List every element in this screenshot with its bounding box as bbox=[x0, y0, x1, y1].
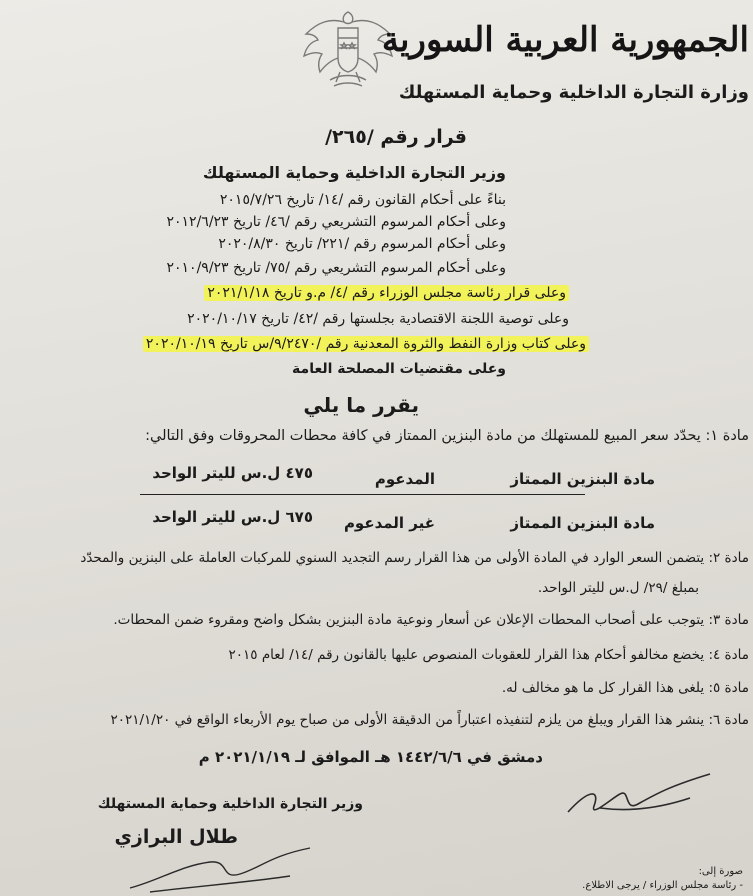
table-divider bbox=[140, 494, 585, 495]
signer-name: طلال البرازي bbox=[114, 826, 238, 848]
article-1: مادة ١: يحدّد سعر المبيع للمستهلك من مادة البنزين الممتاز في كافة محطات المحروقات وفق التالي: bbox=[145, 428, 749, 444]
price-row-type: المدعوم bbox=[374, 470, 435, 488]
highlight-mark: وعلى قرار رئاسة مجلس الوزراء رقم /٤/ م.و تاريخ ٢٠٢١/١/١٨ bbox=[204, 285, 569, 301]
date-line: دمشق في ١٤٤٢/٦/٦ هـ الموافق لـ ٢٠٢١/١/١٩ م bbox=[198, 748, 543, 766]
header-ministry: وزارة التجارة الداخلية وحماية المستهلك bbox=[398, 82, 749, 103]
minister-signature bbox=[120, 836, 320, 896]
copies-heading: صورة إلى: bbox=[698, 866, 743, 877]
article-5: مادة ٥: يلغى هذا القرار كل ما هو مخالف له. bbox=[501, 680, 749, 696]
handwritten-signature bbox=[560, 768, 720, 828]
price-row-product: مادة البنزين الممتاز bbox=[510, 470, 655, 488]
article-6: مادة ٦: ينشر هذا القرار ويبلغ من يلزم لتنفيذه اعتباراً من الدقيقة الأولى من صباح يوم الأربعاء الواقع في ٢٠٢١/١/٢٠ bbox=[110, 712, 749, 728]
article-4: مادة ٤: يخضع مخالفو أحكام هذا القرار للعقوبات المنصوص عليها بالقانون رقم /١٤/ لعام ٢٠١٥ bbox=[228, 647, 749, 663]
preamble-line: وعلى مقتضيات المصلحة العامة bbox=[292, 361, 506, 377]
price-row-type: غير المدعوم bbox=[343, 514, 435, 532]
price-row-price: ٦٧٥ ل.س لليتر الواحد bbox=[152, 508, 313, 526]
preamble-line: وعلى أحكام المرسوم التشريعي رقم /٧٥/ تاريخ ٢٠١٠/٩/٢٣ bbox=[166, 260, 506, 276]
copies-line: - رئاسة مجلس الوزراء / يرجى الاطلاع. bbox=[582, 880, 743, 891]
preamble-line: بناءً على أحكام القانون رقم /١٤/ تاريخ ٢٠١٥/٧/٢٦ bbox=[219, 192, 506, 208]
issuer-title: وزير التجارة الداخلية وحماية المستهلك bbox=[202, 163, 506, 182]
preamble-line: وعلى أحكام المرسوم التشريعي رقم /٤٦/ تاريخ ٢٠١٢/٦/٢٣ bbox=[166, 214, 506, 230]
article-2: مادة ٢: يتضمن السعر الوارد في المادة الأولى من هذا القرار رسم التجديد السنوي للمركبات العاملة على البنزين والمحدّد bbox=[80, 550, 749, 566]
preamble-line: وعلى أحكام المرسوم رقم /٢٢١/ تاريخ ٢٠٢٠/٨/٣٠ bbox=[218, 236, 506, 252]
decides-heading: يقرر ما يلي bbox=[303, 393, 419, 417]
highlight-mark: وعلى كتاب وزارة النفط والثروة المعدنية رقم /٩/٢٤٧٠/س تاريخ ٢٠٢٠/١٠/١٩ bbox=[143, 336, 589, 352]
signer-title: وزير التجارة الداخلية وحماية المستهلك bbox=[97, 796, 363, 812]
article-3: مادة ٣: يتوجب على أصحاب المحطات الإعلان عن أسعار ونوعية مادة البنزين بشكل واضح ومقروء ضمن المحطات. bbox=[113, 612, 749, 628]
preamble-line: وعلى توصية اللجنة الاقتصادية بجلستها رقم /٤٢/ تاريخ ٢٠٢٠/١٠/١٧ bbox=[187, 311, 569, 327]
article-2-continuation: بمبلغ /٢٩/ ل.س لليتر الواحد. bbox=[537, 580, 699, 596]
price-row-product: مادة البنزين الممتاز bbox=[510, 514, 655, 532]
preamble-line-highlighted bbox=[143, 336, 589, 353]
header-republic: الجمهورية العربية السورية bbox=[381, 20, 749, 60]
decision-number: قرار رقم /٢٦٥/ bbox=[325, 126, 467, 148]
preamble-line-highlighted bbox=[204, 285, 569, 302]
price-row-price: ٤٧٥ ل.س لليتر الواحد bbox=[152, 464, 313, 482]
